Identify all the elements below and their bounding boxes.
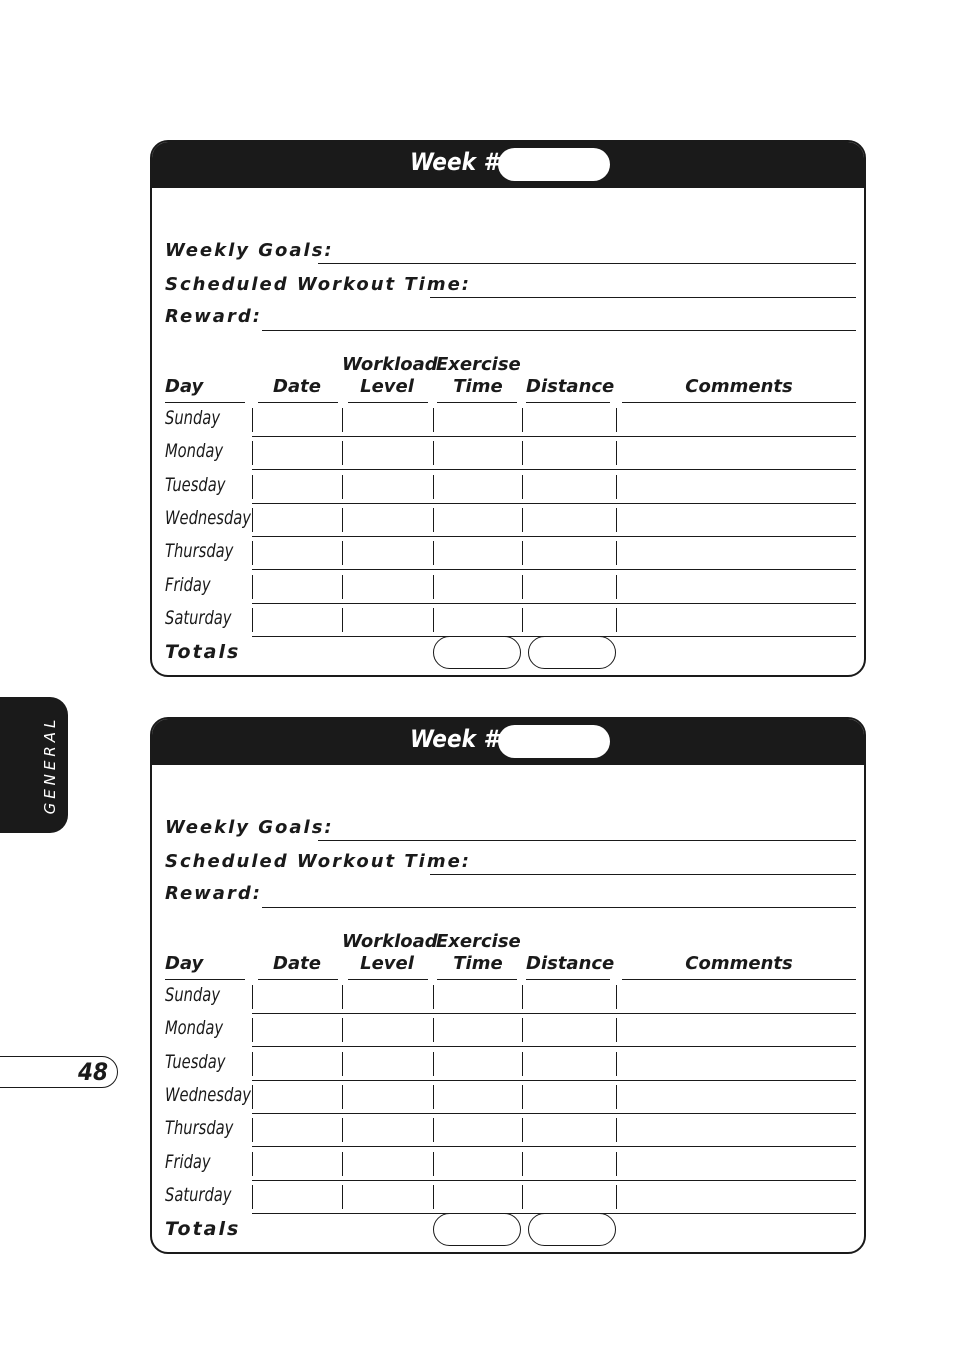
column-header-distance bbox=[526, 953, 615, 975]
cell-date[interactable] bbox=[254, 404, 340, 434]
cell-divider bbox=[433, 441, 434, 465]
cell-divider bbox=[342, 1152, 343, 1176]
week-header bbox=[152, 719, 864, 765]
cell-comments[interactable] bbox=[618, 1181, 856, 1211]
day-label: Saturday bbox=[165, 606, 232, 629]
cell-divider bbox=[522, 575, 523, 599]
cell-divider bbox=[616, 1085, 617, 1109]
column-header-date-line-1: Date bbox=[273, 376, 321, 397]
total-distance-field[interactable] bbox=[528, 636, 616, 669]
cell-divider bbox=[522, 441, 523, 465]
cell-date[interactable] bbox=[254, 1148, 340, 1178]
cell-date[interactable] bbox=[254, 1081, 340, 1111]
header-underline-6 bbox=[622, 402, 856, 403]
day-label: Tuesday bbox=[165, 473, 226, 496]
cell-exercise-time[interactable] bbox=[435, 1014, 520, 1044]
cell-divider bbox=[522, 985, 523, 1009]
cell-divider bbox=[252, 508, 253, 532]
cell-divider bbox=[616, 508, 617, 532]
cell-divider bbox=[342, 985, 343, 1009]
cell-exercise-time[interactable] bbox=[435, 604, 520, 634]
cell-divider bbox=[252, 1018, 253, 1042]
cell-distance[interactable] bbox=[524, 1014, 614, 1044]
column-header-workload-line-1: Workload bbox=[342, 354, 438, 375]
cell-exercise-time[interactable] bbox=[435, 1081, 520, 1111]
cell-divider bbox=[433, 1118, 434, 1142]
cell-distance[interactable] bbox=[524, 981, 614, 1011]
header-underline-1 bbox=[165, 402, 245, 403]
cell-distance[interactable] bbox=[524, 604, 614, 634]
cell-divider bbox=[433, 1018, 434, 1042]
cell-workload[interactable] bbox=[344, 1048, 431, 1078]
cell-divider bbox=[616, 1118, 617, 1142]
reward-label: Reward: bbox=[165, 883, 262, 904]
cell-date[interactable] bbox=[254, 571, 340, 601]
cell-divider bbox=[433, 408, 434, 432]
header-underline-2 bbox=[258, 979, 338, 980]
column-header-workload bbox=[342, 931, 438, 975]
weekly-goals-label: Weekly Goals: bbox=[165, 240, 334, 261]
cell-divider bbox=[616, 408, 617, 432]
weekly-goals-line[interactable] bbox=[318, 840, 856, 841]
cell-date[interactable] bbox=[254, 1048, 340, 1078]
column-header-distance bbox=[526, 376, 615, 398]
cell-workload[interactable] bbox=[344, 1014, 431, 1044]
cell-divider bbox=[616, 985, 617, 1009]
header-underline-4 bbox=[437, 402, 517, 403]
cell-divider bbox=[342, 475, 343, 499]
cell-divider bbox=[342, 441, 343, 465]
week-number-field[interactable] bbox=[498, 148, 610, 181]
column-header-exercise-time-line-1: Exercise bbox=[436, 354, 521, 375]
cell-date[interactable] bbox=[254, 1114, 340, 1144]
cell-exercise-time[interactable] bbox=[435, 571, 520, 601]
cell-divider bbox=[252, 1052, 253, 1076]
header-underline-5 bbox=[526, 979, 610, 980]
total-exercise-time-field[interactable] bbox=[433, 1213, 521, 1246]
cell-divider bbox=[342, 408, 343, 432]
cell-divider bbox=[616, 1152, 617, 1176]
cell-divider bbox=[342, 508, 343, 532]
cell-distance[interactable] bbox=[524, 1081, 614, 1111]
cell-comments[interactable] bbox=[618, 437, 856, 467]
cell-divider bbox=[433, 1152, 434, 1176]
day-label: Wednesday bbox=[165, 1083, 251, 1106]
column-header-exercise-time bbox=[436, 354, 520, 398]
cell-workload[interactable] bbox=[344, 571, 431, 601]
cell-comments[interactable] bbox=[618, 1048, 856, 1078]
day-label: Wednesday bbox=[165, 506, 251, 529]
cell-workload[interactable] bbox=[344, 537, 431, 567]
cell-comments[interactable] bbox=[618, 981, 856, 1011]
totals-label: Totals bbox=[165, 641, 241, 663]
cell-comments[interactable] bbox=[618, 537, 856, 567]
column-header-date bbox=[257, 953, 337, 975]
scheduled-workout-line[interactable] bbox=[430, 874, 856, 875]
cell-divider bbox=[252, 475, 253, 499]
column-header-comments bbox=[622, 376, 856, 398]
column-header-workload bbox=[342, 354, 438, 398]
cell-comments[interactable] bbox=[618, 504, 856, 534]
cell-exercise-time[interactable] bbox=[435, 471, 520, 501]
weekly-log-form-1 bbox=[150, 140, 866, 677]
cell-distance[interactable] bbox=[524, 504, 614, 534]
cell-divider bbox=[252, 408, 253, 432]
reward-label: Reward: bbox=[165, 306, 262, 327]
column-header-exercise-time-line-2: Time bbox=[453, 953, 503, 974]
header-underline-1 bbox=[165, 979, 245, 980]
week-label: Week # bbox=[410, 148, 499, 176]
column-header-comments-line-1: Comments bbox=[685, 953, 793, 974]
week-header bbox=[152, 142, 864, 188]
cell-exercise-time[interactable] bbox=[435, 1048, 520, 1078]
totals-label: Totals bbox=[165, 1218, 241, 1240]
scheduled-workout-line[interactable] bbox=[430, 297, 856, 298]
weekly-goals-label: Weekly Goals: bbox=[165, 817, 334, 838]
header-underline-5 bbox=[526, 402, 610, 403]
scheduled-workout-label: Scheduled Workout Time: bbox=[165, 274, 471, 295]
cell-divider bbox=[433, 1185, 434, 1209]
weekly-goals-line[interactable] bbox=[318, 263, 856, 264]
cell-comments[interactable] bbox=[618, 471, 856, 501]
cell-divider bbox=[433, 1085, 434, 1109]
column-header-date bbox=[257, 376, 337, 398]
column-header-comments bbox=[622, 953, 856, 975]
cell-divider bbox=[252, 985, 253, 1009]
cell-divider bbox=[252, 1085, 253, 1109]
week-number-field[interactable] bbox=[498, 725, 610, 758]
cell-workload[interactable] bbox=[344, 1148, 431, 1178]
cell-comments[interactable] bbox=[618, 1114, 856, 1144]
cell-divider bbox=[342, 575, 343, 599]
cell-workload[interactable] bbox=[344, 604, 431, 634]
cell-divider bbox=[522, 1152, 523, 1176]
cell-divider bbox=[252, 575, 253, 599]
cell-workload[interactable] bbox=[344, 404, 431, 434]
cell-comments[interactable] bbox=[618, 1148, 856, 1178]
column-header-exercise-time-line-1: Exercise bbox=[436, 931, 521, 952]
cell-exercise-time[interactable] bbox=[435, 1114, 520, 1144]
cell-divider bbox=[342, 1052, 343, 1076]
column-header-distance-line-1: Distance bbox=[526, 376, 615, 397]
cell-divider bbox=[252, 541, 253, 565]
column-header-workload-line-2: Level bbox=[360, 953, 414, 974]
cell-distance[interactable] bbox=[524, 537, 614, 567]
column-header-workload-line-2: Level bbox=[360, 376, 414, 397]
cell-date[interactable] bbox=[254, 604, 340, 634]
column-header-exercise-time bbox=[436, 931, 520, 975]
cell-divider bbox=[616, 441, 617, 465]
cell-divider bbox=[342, 1118, 343, 1142]
cell-divider bbox=[522, 1085, 523, 1109]
header-underline-3 bbox=[348, 402, 428, 403]
total-exercise-time-field[interactable] bbox=[433, 636, 521, 669]
day-label: Sunday bbox=[165, 407, 221, 429]
cell-divider bbox=[522, 1118, 523, 1142]
cell-date[interactable] bbox=[254, 1014, 340, 1044]
cell-divider bbox=[433, 508, 434, 532]
cell-date[interactable] bbox=[254, 471, 340, 501]
cell-divider bbox=[252, 1185, 253, 1209]
cell-workload[interactable] bbox=[344, 437, 431, 467]
cell-divider bbox=[616, 608, 617, 632]
header-underline-3 bbox=[348, 979, 428, 980]
cell-workload[interactable] bbox=[344, 504, 431, 534]
column-header-comments-line-1: Comments bbox=[685, 376, 793, 397]
day-label: Tuesday bbox=[165, 1050, 226, 1073]
cell-exercise-time[interactable] bbox=[435, 537, 520, 567]
day-label: Sunday bbox=[165, 984, 221, 1006]
reward-line[interactable] bbox=[262, 330, 856, 331]
column-header-day bbox=[165, 376, 245, 398]
cell-divider bbox=[522, 608, 523, 632]
cell-exercise-time[interactable] bbox=[435, 504, 520, 534]
cell-comments[interactable] bbox=[618, 1014, 856, 1044]
cell-comments[interactable] bbox=[618, 1081, 856, 1111]
cell-divider bbox=[342, 1018, 343, 1042]
cell-divider bbox=[342, 608, 343, 632]
column-header-date-line-1: Date bbox=[273, 953, 321, 974]
day-label: Friday bbox=[165, 573, 211, 596]
cell-divider bbox=[252, 1152, 253, 1176]
day-label: Monday bbox=[165, 1017, 224, 1040]
cell-exercise-time[interactable] bbox=[435, 437, 520, 467]
cell-exercise-time[interactable] bbox=[435, 1148, 520, 1178]
cell-divider bbox=[522, 1052, 523, 1076]
column-header-day-line-1: Day bbox=[165, 376, 204, 397]
column-header-exercise-time-line-2: Time bbox=[453, 376, 503, 397]
column-header-day bbox=[165, 953, 245, 975]
scheduled-workout-label: Scheduled Workout Time: bbox=[165, 851, 471, 872]
header-underline-6 bbox=[622, 979, 856, 980]
cell-divider bbox=[616, 1018, 617, 1042]
section-tab-label: GENERAL bbox=[41, 715, 59, 815]
cell-distance[interactable] bbox=[524, 404, 614, 434]
day-label: Thursday bbox=[165, 1117, 234, 1140]
column-header-distance-line-1: Distance bbox=[526, 953, 615, 974]
cell-divider bbox=[252, 1118, 253, 1142]
cell-divider bbox=[522, 1018, 523, 1042]
cell-comments[interactable] bbox=[618, 404, 856, 434]
cell-comments[interactable] bbox=[618, 571, 856, 601]
cell-workload[interactable] bbox=[344, 981, 431, 1011]
cell-divider bbox=[616, 575, 617, 599]
cell-distance[interactable] bbox=[524, 571, 614, 601]
cell-exercise-time[interactable] bbox=[435, 1181, 520, 1211]
cell-divider bbox=[433, 575, 434, 599]
cell-date[interactable] bbox=[254, 981, 340, 1011]
cell-date[interactable] bbox=[254, 1181, 340, 1211]
cell-divider bbox=[522, 475, 523, 499]
cell-distance[interactable] bbox=[524, 1181, 614, 1211]
day-label: Thursday bbox=[165, 540, 234, 563]
cell-divider bbox=[433, 475, 434, 499]
week-label: Week # bbox=[410, 725, 499, 753]
column-header-workload-line-1: Workload bbox=[342, 931, 438, 952]
weekly-log-form-2 bbox=[150, 717, 866, 1254]
cell-workload[interactable] bbox=[344, 1081, 431, 1111]
cell-date[interactable] bbox=[254, 537, 340, 567]
page-number: 48 bbox=[78, 1058, 109, 1086]
cell-exercise-time[interactable] bbox=[435, 404, 520, 434]
header-underline-2 bbox=[258, 402, 338, 403]
day-label: Friday bbox=[165, 1150, 211, 1173]
header-underline-4 bbox=[437, 979, 517, 980]
cell-divider bbox=[433, 608, 434, 632]
cell-distance[interactable] bbox=[524, 1148, 614, 1178]
cell-divider bbox=[252, 608, 253, 632]
totals-rule bbox=[252, 636, 432, 637]
reward-line[interactable] bbox=[262, 907, 856, 908]
cell-distance[interactable] bbox=[524, 1048, 614, 1078]
cell-divider bbox=[616, 541, 617, 565]
cell-workload[interactable] bbox=[344, 471, 431, 501]
cell-divider bbox=[342, 1085, 343, 1109]
cell-divider bbox=[616, 1185, 617, 1209]
cell-distance[interactable] bbox=[524, 1114, 614, 1144]
column-header-day-line-1: Day bbox=[165, 953, 204, 974]
cell-divider bbox=[342, 1185, 343, 1209]
cell-date[interactable] bbox=[254, 504, 340, 534]
cell-divider bbox=[616, 1052, 617, 1076]
total-distance-field[interactable] bbox=[528, 1213, 616, 1246]
cell-divider bbox=[522, 1185, 523, 1209]
totals-rule bbox=[252, 1213, 432, 1214]
cell-divider bbox=[433, 541, 434, 565]
cell-workload[interactable] bbox=[344, 1181, 431, 1211]
cell-date[interactable] bbox=[254, 437, 340, 467]
cell-workload[interactable] bbox=[344, 1114, 431, 1144]
cell-divider bbox=[616, 475, 617, 499]
day-label: Saturday bbox=[165, 1183, 232, 1206]
cell-distance[interactable] bbox=[524, 437, 614, 467]
cell-divider bbox=[522, 508, 523, 532]
cell-divider bbox=[522, 408, 523, 432]
cell-divider bbox=[342, 541, 343, 565]
cell-distance[interactable] bbox=[524, 471, 614, 501]
cell-divider bbox=[252, 441, 253, 465]
cell-comments[interactable] bbox=[618, 604, 856, 634]
cell-divider bbox=[522, 541, 523, 565]
cell-divider bbox=[433, 985, 434, 1009]
cell-divider bbox=[433, 1052, 434, 1076]
day-label: Monday bbox=[165, 440, 224, 463]
cell-exercise-time[interactable] bbox=[435, 981, 520, 1011]
